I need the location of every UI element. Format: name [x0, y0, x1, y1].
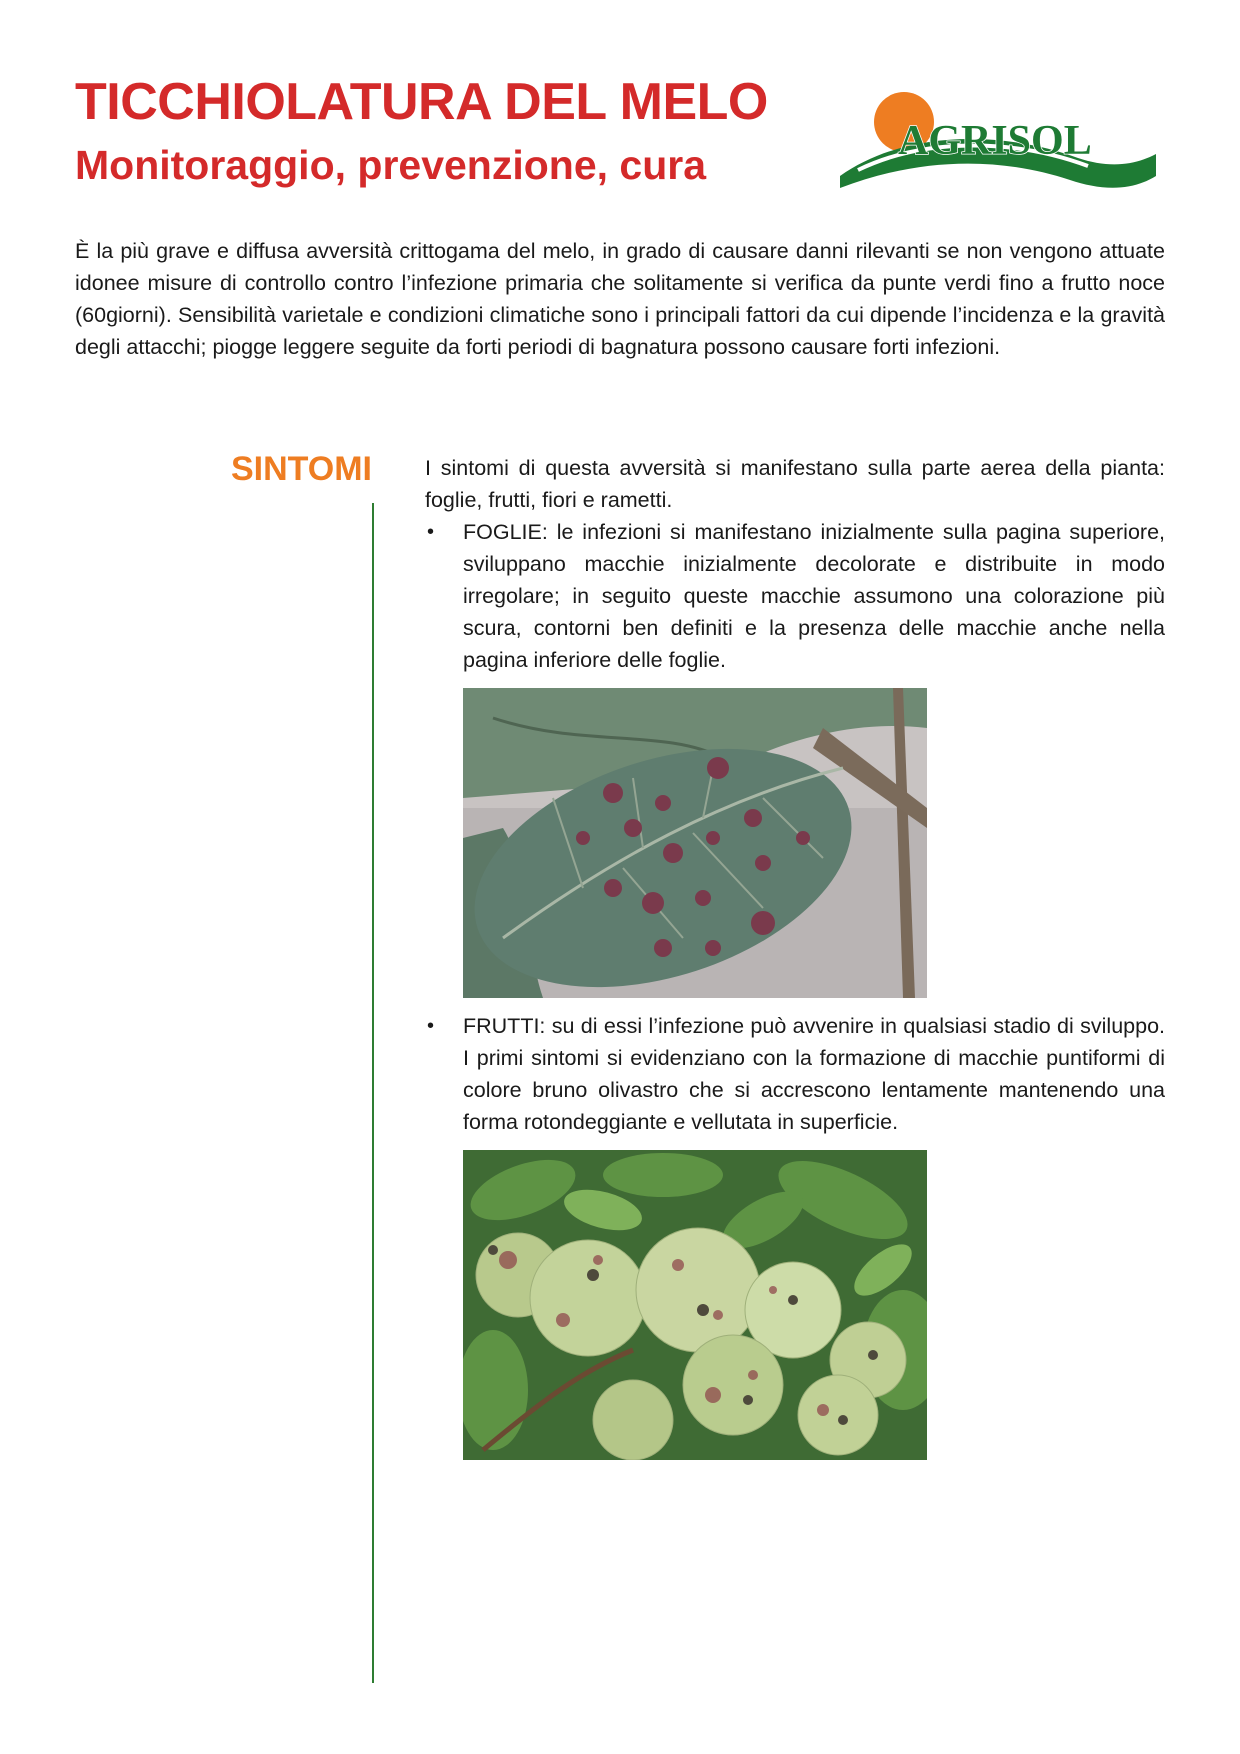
section-heading-sintomi: SINTOMI [230, 450, 372, 488]
bullet-icon: • [427, 1015, 435, 1037]
leaf-scab-photo [463, 688, 927, 998]
bullet-text: FOGLIE: le infezioni si manifestano inizialmente sulla pagina superiore, sviluppano macchie inizialmente decolorate e distribuite in modo irregolare; in seguito queste macchie assumono una colorazione più scura, contorni ben definiti e la presenza delle macchie anche nella pagina inferiore delle foglie. [463, 520, 1165, 672]
agrisol-logo [838, 88, 1158, 198]
bullet-item-frutti [425, 1010, 1165, 1138]
sintomi-content [425, 452, 1165, 1472]
bullet-item-foglie [425, 516, 1165, 676]
bullet-text: FRUTTI: su di essi l’infezione può avvenire in qualsiasi stadio di sviluppo. I primi sintomi si evidenziano con la formazione di macchie puntiformi di colore bruno olivastro che si accrescono lentamente mantenendo una forma rotondeggiante e vellutata in superficie. [463, 1014, 1165, 1134]
bullet-icon: • [427, 521, 435, 543]
fruit-scab-photo [463, 1150, 927, 1460]
document-subtitle: Monitoraggio, prevenzione, cura [75, 142, 707, 188]
document-title: TICCHIOLATURA DEL MELO [75, 73, 768, 131]
intro-paragraph: È la più grave e diffusa avversità crittogama del melo, in grado di causare danni rilevanti se non vengono attuate idonee misure di controllo contro l’infezione primaria che solitamente si verifica da punte verdi fino a frutto noce (60giorni). Sensibilità varietale e condizioni climatiche sono i principali fattori da cui dipende l’incidenza e la gravità degli attacchi; piogge leggere seguite da forti periodi di bagnatura possono causare forti infezioni. [75, 239, 1165, 359]
sintomi-lead: I sintomi di questa avversità si manifestano sulla parte aerea della pianta: foglie, frutti, fiori e rametti. [425, 456, 1165, 512]
logo-wordmark: AGRISOL [898, 118, 1092, 164]
section-divider [372, 503, 374, 1683]
